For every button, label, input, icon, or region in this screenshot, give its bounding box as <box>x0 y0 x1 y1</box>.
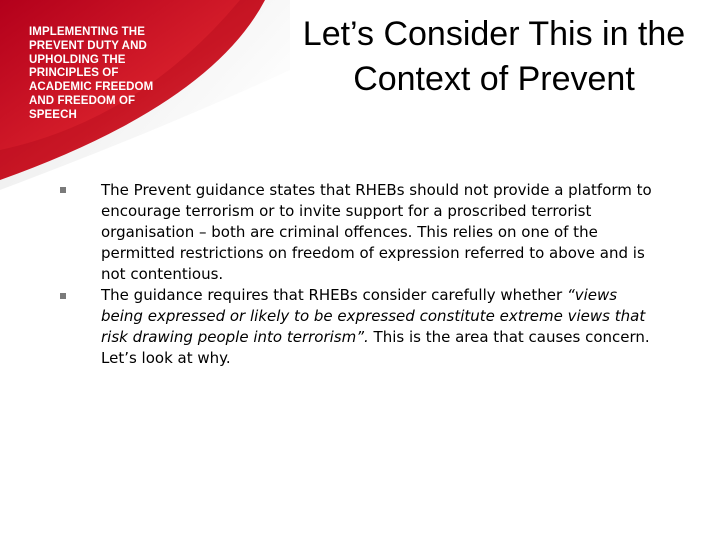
slide-title <box>280 12 708 102</box>
quote-text-line: being expressed or likely to be expressed constitute extreme views that <box>101 307 646 325</box>
quote-text: risk drawing people into terrorism”. <box>101 328 369 346</box>
bullet-text: The guidance requires that RHEBs consider carefully whether <box>101 286 567 304</box>
bullet-text-line: not contentious. <box>101 265 224 283</box>
bullet-text-line: The Prevent guidance states that RHEBs should not provide a platform to <box>101 181 652 199</box>
slide-title-line: Let’s Consider This in the <box>302 15 686 53</box>
bullet-text-line: encourage terrorism or to invite support for a proscribed terrorist <box>101 202 592 220</box>
square-bullet-icon <box>60 293 66 299</box>
bullet-text-line <box>101 285 700 306</box>
bullet-text-line: Let’s look at why. <box>101 349 231 367</box>
square-bullet-icon <box>60 187 66 193</box>
bullet-text-line: organisation – both are criminal offences. This relies on one of the <box>101 223 598 241</box>
banner-line: PRINCIPLES OF <box>29 67 119 80</box>
banner-line: IMPLEMENTING THE <box>29 26 145 38</box>
bullet-text-line: permitted restrictions on freedom of expression referred to above and is <box>101 244 645 262</box>
bullet-text: This is the area that causes concern. <box>368 328 650 346</box>
bullet-text-line <box>101 327 700 348</box>
banner-line: PREVENT DUTY AND <box>29 39 147 52</box>
bullet-list <box>60 180 700 369</box>
slide-title-line: Context of Prevent <box>353 60 635 98</box>
quote-text: “views <box>566 286 618 304</box>
bullet-item <box>60 285 700 369</box>
banner-heading <box>29 26 179 123</box>
banner-line: UPHOLDING THE <box>29 53 126 66</box>
banner-line: AND FREEDOM OF <box>29 94 136 107</box>
banner-line: SPEECH <box>29 108 77 121</box>
banner-line: ACADEMIC FREEDOM <box>29 81 154 94</box>
bullet-item <box>60 180 700 285</box>
